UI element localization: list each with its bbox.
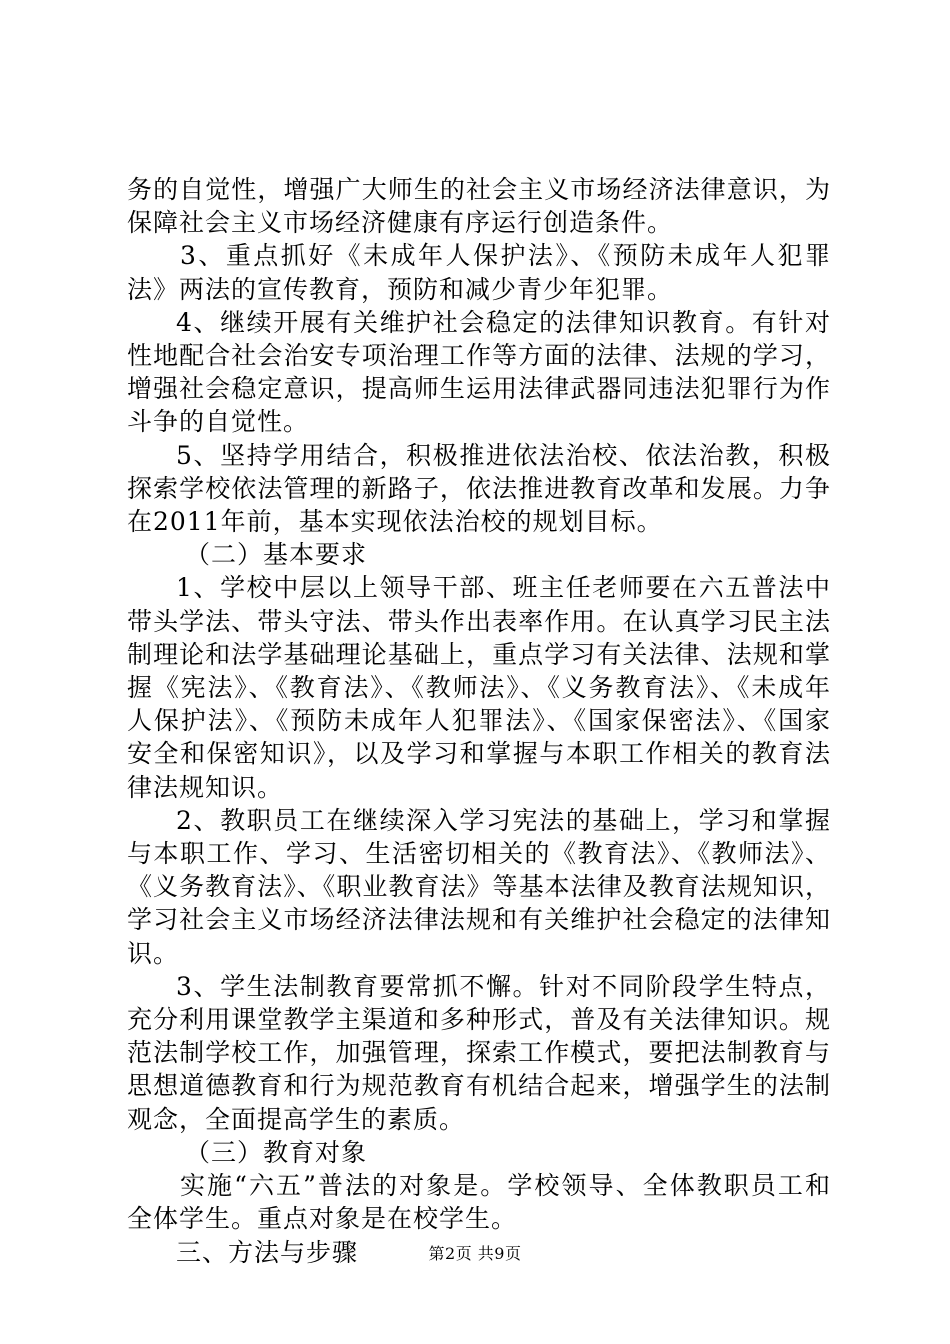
paragraph-item-5: 5、坚持学用结合，积极推进依法治校、依法治教，积极探索学校依法管理的新路子，依法推进教育改革和发展。力争在2011年前，基本实现依法治校的规划目标。 (127, 440, 831, 537)
paragraph-requirement-1: 1、学校中层以上领导干部、班主任老师要在六五普法中带头学法、带头守法、带头作出表率作用。在认真学习民主法制理论和法学基础理论基础上，重点学习有关法律、法规和掌握《宪法》、《教育法》、《教师法》、《义务教育法》、《未成年人保护法》、《预防未成年人犯罪法》、《国家保密法》、《国家安全和保密知识》，以及学习和掌握与本职工作相关的教育法律法规知识。 (127, 573, 831, 802)
paragraph-item-3: 3、重点抓好《未成年人保护法》、《预防未成年人犯罪法》两法的宣传教育，预防和减少青少年犯罪。 (127, 241, 831, 304)
document-body (127, 173, 831, 1269)
paragraph-requirement-3: 3、学生法制教育要常抓不懈。针对不同阶段学生特点，充分利用课堂教学主渠道和多种形式，普及有关法律知识。规范法制学校工作，加强管理，探索工作模式，要把法制教育与思想道德教育和行为规范教育有机结合起来，增强学生的法制观念，全面提高学生的素质。 (127, 971, 831, 1134)
page-number: 第2页 共9页 (428, 1244, 522, 1263)
paragraph-requirement-2: 2、教职员工在继续深入学习宪法的基础上，学习和掌握与本职工作、学习、生活密切相关的《教育法》、《教师法》、《义务教育法》、《职业教育法》等基本法律及教育法规知识，学习社会主义市场经济法律法规和有关维护社会稳定的法律知识。 (127, 805, 831, 968)
heading-methods-steps: 三、方法与步骤 (176, 1237, 359, 1267)
paragraph-item-4: 4、继续开展有关维护社会稳定的法律知识教育。有针对性地配合社会治安专项治理工作等方面的法律、法规的学习，增强社会稳定意识，提高师生运用法律武器同违法犯罪行为作斗争的自觉性。 (127, 307, 831, 437)
heading-education-targets: （三）教育对象 (185, 1137, 368, 1167)
heading-basic-requirements: （二）基本要求 (185, 540, 368, 570)
paragraph-continuation: 务的自觉性，增强广大师生的社会主义市场经济法律意识，为保障社会主义市场经济健康有序运行创造条件。 (127, 175, 831, 238)
paragraph-targets: 实施“六五”普法的对象是。学校领导、全体教职员工和全体学生。重点对象是在校学生。 (127, 1171, 831, 1234)
page-footer (0, 1244, 950, 1264)
